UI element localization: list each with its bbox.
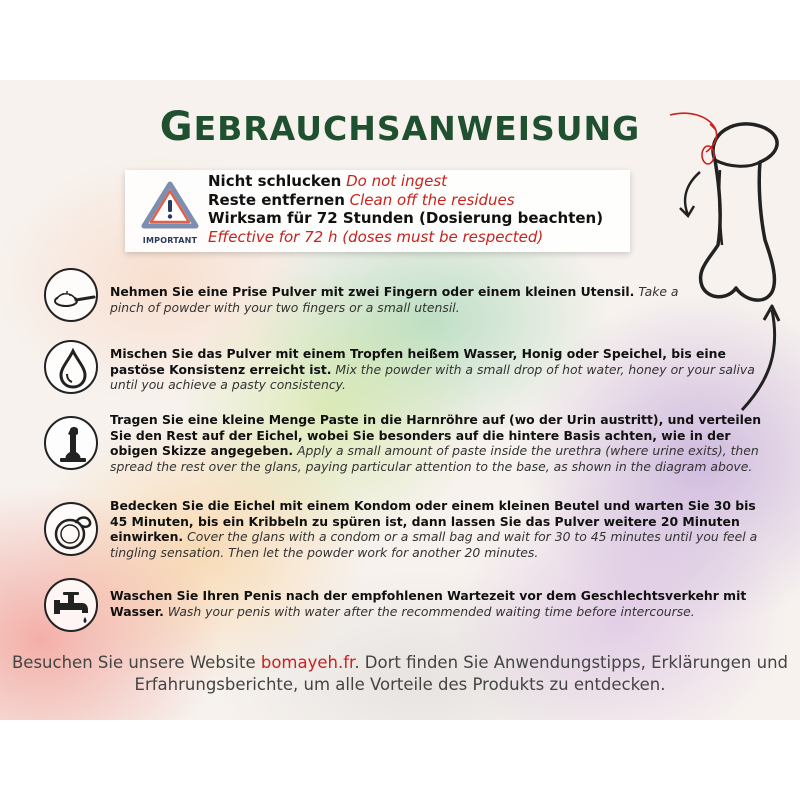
application-icon — [46, 418, 100, 472]
warning-line: Wirksam für 72 Stunden (Dosierung beachten) — [208, 209, 604, 228]
step-text: Nehmen Sie eine Prise Pulver mit zwei Fingern oder einem kleinen Utensil. Take a pinch of powder with your two fingers or a small utensil. — [110, 284, 679, 315]
warning-lines — [208, 172, 628, 246]
step-text: Mischen Sie das Pulver mit einem Tropfen heißem Wasser, Honig oder Speichel, bis eine pastöse Konsistenz erreicht ist. Mix the powder with a small drop of hot water, honey or your saliva until you achieve a pasty consistency. — [110, 346, 755, 393]
website-footer: Besuchen Sie unsere Website bomayeh.fr. Dort finden Sie Anwendungstipps, Erklärungen und Erfahrungsberichte, um alle Vorteile des Produkts zu entdecken. — [11, 653, 789, 694]
warning-line: Effective for 72 h (doses must be respected) — [208, 227, 544, 246]
warning-line: Nicht schlucken Do not ingest — [208, 172, 448, 190]
spoon-powder-icon — [46, 270, 100, 324]
step-icon-frame — [44, 340, 98, 394]
warning-badge — [138, 178, 202, 248]
website-link[interactable]: bomayeh.fr — [260, 653, 355, 672]
step-icon-frame — [44, 578, 98, 632]
step-text: Waschen Sie Ihren Penis nach der empfohlenen Wartezeit vor dem Geschlechtsverkehr mit Wasser. Wash your penis with water after the recommended waiting time before intercourse. — [110, 588, 747, 619]
water-drop-icon — [46, 342, 100, 396]
page-title: GEBRAUCHSANWEISUNG — [159, 104, 641, 150]
water-tap-icon — [46, 580, 100, 634]
step-icon-frame — [44, 416, 98, 470]
step-text: Bedecken Sie die Eichel mit einem Kondom oder einem kleinen Beutel und warten Sie 30 bis 45 Minuten, bis ein Kribbeln zu spüren ist, dann lassen Sie das Pulver weitere 20 Minuten einwirken. Cover the glans with a condom or a small bag and wait for 30 to 45 minutes until you feel a tingling sensation. Then let the powder work for another 20 minutes. — [110, 498, 758, 560]
warning-line: Reste entfernen Clean off the residues — [208, 190, 515, 209]
step-icon-frame — [44, 268, 98, 322]
step-text: Tragen Sie eine kleine Menge Paste in die Harnröhre auf (wo der Urin austritt), und verteilen Sie den Rest auf der Eichel, wobei Sie besonders auf die hintere Basis achten, wie in der obigen Skizze angegeben. Apply a small amount of paste inside the urethra (where urine exits), then spread the rest over the glans, paying particular attention to the base, as shown in the diagram above. — [110, 412, 762, 474]
condom-icon — [46, 504, 100, 558]
important-label: IMPORTANT — [142, 236, 198, 245]
warning-triangle-icon — [138, 178, 202, 232]
step-icon-frame — [44, 502, 98, 556]
